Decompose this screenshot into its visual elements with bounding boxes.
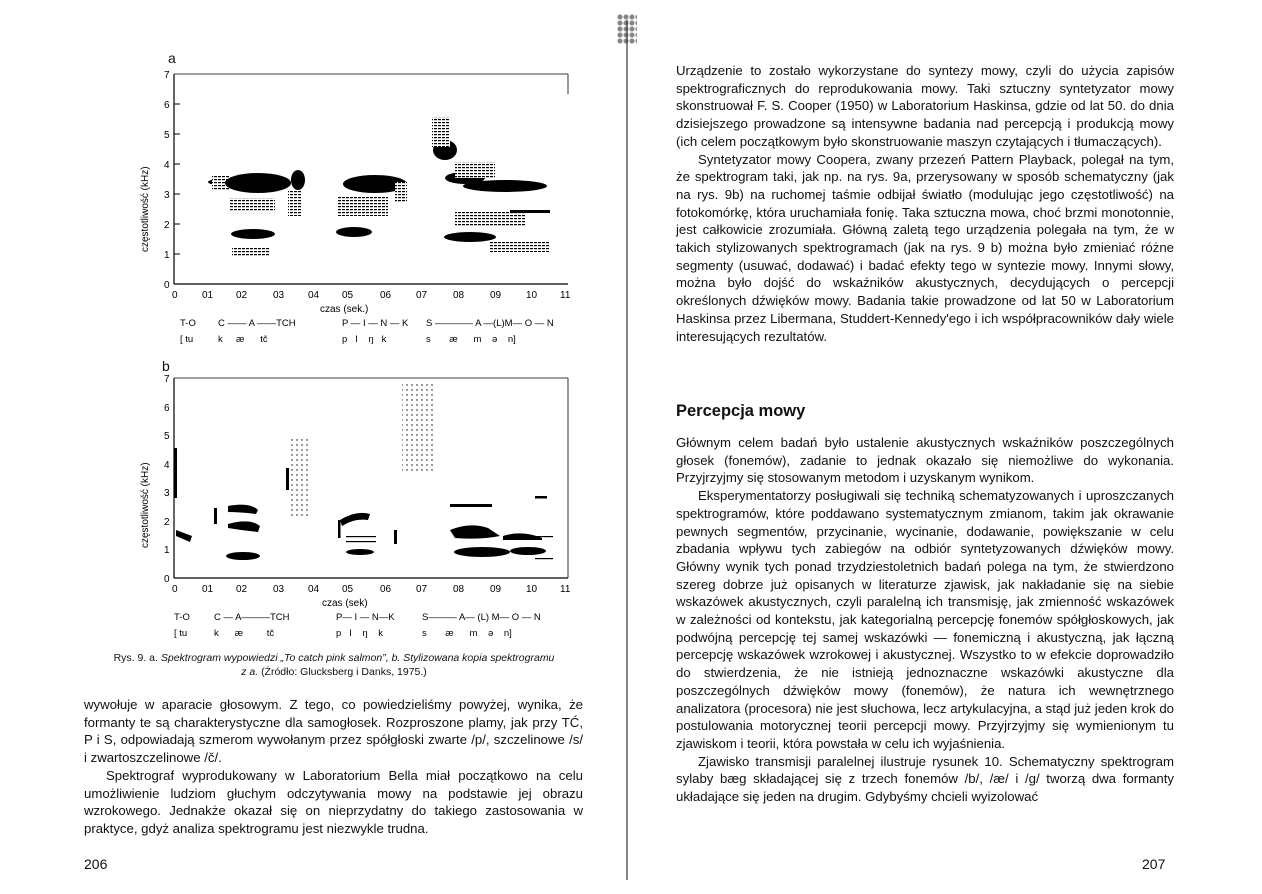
x-tick: 02 xyxy=(236,584,248,595)
left-body-text xyxy=(84,696,583,838)
x-tick: 10 xyxy=(526,584,538,595)
figure-caption xyxy=(84,651,584,679)
x-tick: 06 xyxy=(380,290,392,301)
section-heading: Percepcja mowy xyxy=(676,402,806,420)
y-tick: 6 xyxy=(164,100,170,111)
phoneme-label: T-O xyxy=(180,318,196,329)
y-tick: 1 xyxy=(164,250,170,261)
y-tick: 5 xyxy=(164,431,170,442)
page-number-left: 206 xyxy=(84,856,108,872)
x-tick: 08 xyxy=(453,290,465,301)
phoneme-label: [ tu xyxy=(180,334,194,345)
y-tick: 2 xyxy=(164,220,170,231)
x-tick: 04 xyxy=(308,584,320,595)
right-body-text-top xyxy=(676,62,1174,345)
page-gutter xyxy=(626,20,628,880)
figure-b-label: b xyxy=(162,358,170,374)
x-tick: 03 xyxy=(273,584,285,595)
x-tick: 0 xyxy=(172,290,178,301)
y-tick: 7 xyxy=(164,374,170,385)
figure-b-stylized-spectrogram xyxy=(110,368,580,643)
x-tick: 02 xyxy=(236,290,248,301)
y-tick: 2 xyxy=(164,517,170,528)
phoneme-label: P — I — N — K xyxy=(342,318,409,329)
caption-source: (Źródło: Glucksberg i Danks, 1975.) xyxy=(261,666,427,678)
right-body-text-bottom xyxy=(676,434,1174,806)
x-tick: 01 xyxy=(202,290,214,301)
x-tick: 06 xyxy=(380,584,392,595)
figure-a-spectrogram xyxy=(110,62,580,352)
phoneme-label: p I ŋ k xyxy=(342,334,387,345)
x-tick: 0 xyxy=(172,584,178,595)
x-tick: 08 xyxy=(453,584,465,595)
phoneme-label: T-O xyxy=(174,612,190,623)
x-tick: 04 xyxy=(308,290,320,301)
x-tick: 05 xyxy=(342,290,354,301)
y-tick: 4 xyxy=(164,160,170,171)
x-axis-label: czas (sek.) xyxy=(320,304,369,315)
paragraph: Eksperymentatorzy posługiwali się techniką schematyzowanych i uproszczanych spektrogramów, które poddawano systematycznym zmianom, takim jak okrawanie pewnych segmentów, przycinanie, wycinanie, dodawanie, powiększanie w celu zbadania wpływu tych zabiegów na odbiór syntetyzowanych dźwięków mowy. Główny wynik tych ponad trzydziestoletnich badań polega na tym, że stwierdzono szereg dobrze już opisanych w literaturze zjawisk, jak nakładanie się na siebie wskazówek akustycznych, czyli paralelną ich transmisję, jak zmienność wskazówek w zależności od kontekstu, jak kategorialną percepcję fonemów spółgłoskowych, jak podwójną percepcję tej samej wskazówki — fonemiczną i akustyczną, jak łączną percepcję wskazówek wzrokowej i akustycznej. Wszystko to w efekcie doprowadziło do stwierdzenia, że nie istnieją jednoznaczne wskazówki akustyczne dla poszczególnych dźwięków mowy (fonemów), że natura ich wewnętrznego analizatora (procesora) nie jest słuchowa, lecz artykulacyjna, a stąd już jeden krok do postulowania motorycznej teorii percepcji mowy. Przyjrzyjmy się wymienionym tu zjawiskom i teorii, która powstała w celu ich wyjaśnienia. xyxy=(676,488,1174,751)
paragraph: Syntetyzator mowy Coopera, zwany przezeń Pattern Playback, polegał na tym, że spektrogram taki, jak np. na rys. 9a, przerysowany w sposób schematyczny (jak na rys. 9b) na ruchomej taśmie odbijał światło (modulując jego częstotliwość) na fotokomórkę, która uruchamiała fonię. Taka sztuczna mowa, choć brzmi monotonnie, jest całkowicie zrozumiała. Główną zaletą tego urządzenia polegała na tym, że w takich stylizowanych spektrogramach (jak na rys. 9 b) można było zmieniać różne segmenty (usuwać, dodawać) i badać efekty tego w syntezie mowy. Innymi słowy, można było dojść do wskaźników akustycznych, decydujących o percepcji określonych dźwięków mowy. Badania takie prowadzone od lat 50 w Laboratorium Haskinsa przez Libermana, Studdert-Kennedy'ego i ich współpracowników dały wiele interesujących rezultatów. xyxy=(676,151,1174,344)
x-tick: 11 xyxy=(560,584,571,595)
phoneme-label: s æ m ə n] xyxy=(426,334,516,345)
y-tick: 0 xyxy=(164,280,170,291)
x-tick: 09 xyxy=(490,584,502,595)
phoneme-label: s æ m ə n] xyxy=(422,628,512,639)
phoneme-label: P— I — N—K xyxy=(336,612,395,623)
phoneme-label: k æ tč xyxy=(218,334,268,345)
y-tick: 0 xyxy=(164,574,170,585)
phoneme-label: S——— A— (L) M— O — N xyxy=(422,612,541,623)
x-tick: 01 xyxy=(202,584,214,595)
y-tick: 1 xyxy=(164,545,170,556)
y-tick: 3 xyxy=(164,488,170,499)
x-tick: 07 xyxy=(416,290,428,301)
paragraph: Głównym celem badań było ustalenie akustycznych wskaźników poszczególnych głosek (fonemów), zadanie to jednak okazało się niemożliwe do wykonania. Przyjrzyjmy się stosowanym metodom i uzyskanym wynikom. xyxy=(676,435,1174,486)
y-tick: 6 xyxy=(164,403,170,414)
y-tick: 4 xyxy=(164,460,170,471)
phoneme-label: C — A———TCH xyxy=(214,612,290,623)
y-tick: 5 xyxy=(164,130,170,141)
phoneme-label: [ tu xyxy=(174,628,188,639)
phoneme-label: k æ tč xyxy=(214,628,275,639)
x-tick: 10 xyxy=(526,290,538,301)
x-tick: 05 xyxy=(342,584,354,595)
phoneme-label: p I ŋ k xyxy=(336,628,383,639)
x-tick: 03 xyxy=(273,290,285,301)
phoneme-label: C —— A ——TCH xyxy=(218,318,296,329)
page-number-right: 207 xyxy=(1142,856,1166,872)
x-tick: 11 xyxy=(560,290,571,301)
y-tick: 7 xyxy=(164,70,170,81)
x-axis-label: czas (sek) xyxy=(322,598,368,609)
paragraph: Urządzenie to zostało wykorzystane do syntezy mowy, czyli do użycia zapisów spektrograficznych do reprodukowania mowy. Taki sztuczny syntetyzator mowy skonstruował F. S. Cooper (1950) w Laboratorium Haskinsa, gdzie od lat 50. do dnia dzisiejszego prowadzone są intensywne badania nad percepcją i produkcją mowy (ich celem początkowym było skonstruowanie maszyn czytających i tłumaczących). xyxy=(676,63,1174,149)
x-tick: 09 xyxy=(490,290,502,301)
paragraph: wywołuje w aparacie głosowym. Z tego, co powiedzieliśmy powyżej, wynika, że formanty te są charakterystyczne dla samogłosek. Rozproszone plamy, jak przy TĆ, P i S, odpowiadają szmerom wywołanym przez spółgłoski zwarte /p/, szczelinowe /s/ i zwartoszczelinowe /č/. xyxy=(84,697,583,766)
caption-continuation: z a. xyxy=(241,666,259,678)
figure-a-label: a xyxy=(168,50,176,66)
x-tick: 07 xyxy=(416,584,428,595)
y-axis-label: częstotliwość (kHz) xyxy=(140,166,151,252)
paragraph: Zjawisko transmisji paralelnej ilustruje rysunek 10. Schematyczny spektrogram sylaby bæg składającej się z trzech fonemów /b/, /æ/ i /g/ tworzą dwa formanty układające się jeden na drugim. Gdybyśmy chcieli wyizolować xyxy=(676,753,1174,805)
caption-prefix: Rys. 9. a. xyxy=(113,652,158,664)
caption-title: Spektrogram wypowiedzi „To catch pink salmon”, b. Stylizowana kopia spektrogramu xyxy=(160,652,555,664)
y-axis-label: częstotliwość (kHz) xyxy=(140,462,151,548)
y-tick: 3 xyxy=(164,190,170,201)
paragraph: Spektrograf wyprodukowany w Laboratorium Bella miał początkowo na celu umożliwienie ludziom głuchym odczytywania mowy na podstawie jej obrazu wzrokowego. Jednakże okazał się on nieprzydatny do takiego zastosowania w praktyce, gdyż analiza spektrogramu jest niezwykle trudna. xyxy=(84,767,583,836)
phoneme-label: S ———— A —(L)M— O — N xyxy=(426,318,554,329)
